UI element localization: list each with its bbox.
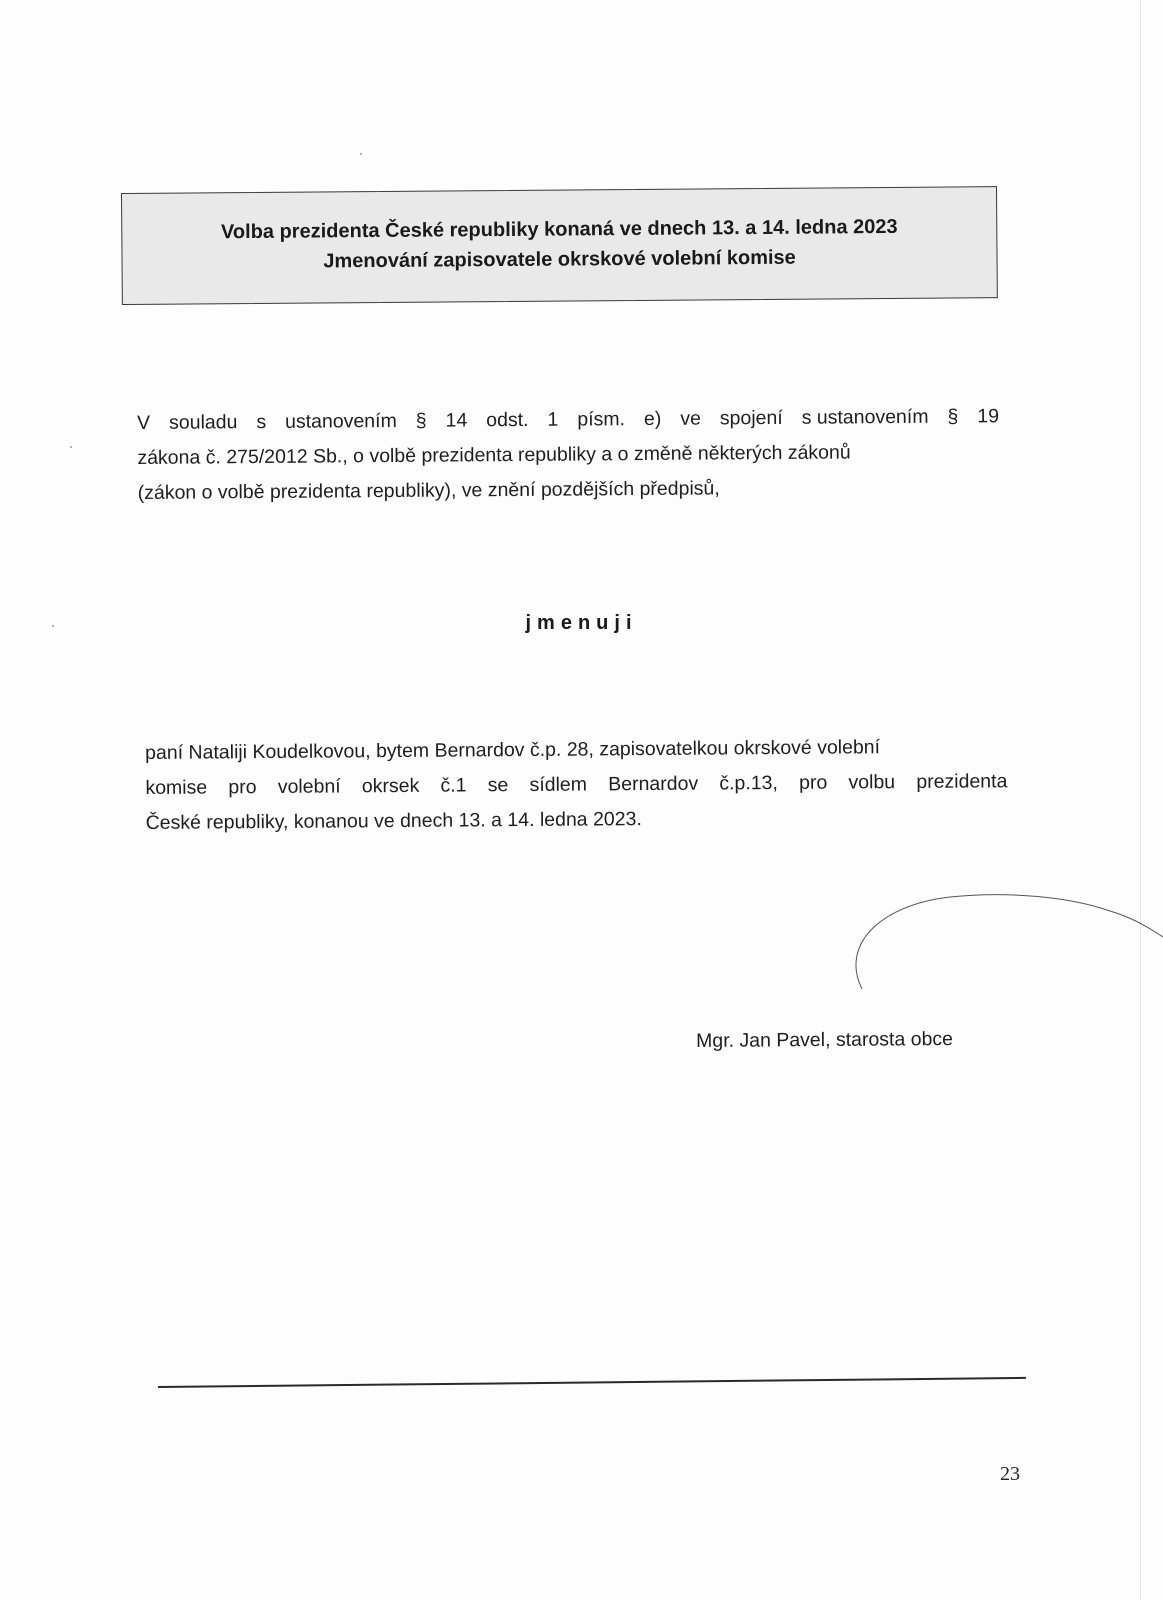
- appointment-word: se: [487, 774, 509, 797]
- appointment-word: prezidenta: [916, 770, 1008, 793]
- appointment-line-2: [145, 764, 1007, 806]
- appointment-word: komise: [145, 776, 208, 799]
- preamble-word: 19: [977, 405, 1000, 428]
- appointment-word: volební: [277, 775, 341, 798]
- appointment-word: pro: [799, 771, 828, 794]
- header-title: Volba prezidenta České republiky konaná ve dnech 13. a 14. ledna 2023: [220, 215, 898, 244]
- preamble-word: spojení: [719, 406, 783, 430]
- header-subtitle: Jmenování zapisovatele okrskové volební komise: [323, 246, 796, 273]
- preamble-word: odst.: [486, 408, 529, 432]
- preamble-line-3: (zákon o volbě prezidenta republiky), ve znění pozdějších předpisů,: [137, 477, 720, 504]
- appoint-heading: jmenuji: [525, 612, 638, 634]
- preamble-word: §: [947, 405, 959, 428]
- preamble-word: ve: [680, 407, 701, 430]
- page-number: 23: [1000, 1463, 1020, 1485]
- appointment-paragraph: [145, 729, 1008, 841]
- preamble-word: souladu: [169, 411, 238, 434]
- preamble-word: ustanovením: [285, 409, 397, 433]
- appointment-word: Bernardov: [608, 772, 699, 796]
- scan-speck: [52, 625, 54, 627]
- preamble-word: 14: [445, 409, 468, 432]
- preamble-word: písm.: [577, 408, 626, 431]
- preamble-word: V: [137, 411, 151, 434]
- appointment-line-3: České republiky, konanou ve dnech 13. a 14. ledna 2023.: [145, 808, 642, 834]
- footer-rule: [158, 1377, 1026, 1388]
- scan-speck: [360, 153, 362, 155]
- appointment-word: okrsek: [361, 774, 420, 798]
- preamble-line-2: zákona č. 275/2012 Sb., o volbě prezidenta republiky a o změně některých zákonů: [137, 441, 851, 469]
- header-box: [121, 186, 998, 305]
- appointment-word: č.p.13,: [719, 772, 778, 795]
- preamble-word: s: [256, 410, 267, 434]
- preamble-line-1: [137, 399, 999, 441]
- scan-edge-line: [1140, 0, 1141, 1600]
- preamble-word: §: [415, 409, 427, 432]
- appointment-word: č.1: [440, 774, 467, 797]
- appointment-line-1: paní Nataliji Koudelkovou, bytem Bernardov č.p. 28, zapisovatelkou okrskové volební: [145, 736, 881, 764]
- signature-stroke: [840, 885, 1163, 1005]
- preamble-paragraph: [137, 399, 1000, 511]
- signatory-name: Mgr. Jan Pavel, starosta obce: [696, 1027, 954, 1052]
- preamble-word: s ustanovením: [801, 405, 929, 429]
- preamble-word: e): [643, 407, 662, 431]
- appointment-word: sídlem: [529, 773, 588, 796]
- appointment-word: volbu: [848, 771, 896, 794]
- scan-speck: [70, 446, 72, 448]
- preamble-word: 1: [547, 408, 559, 431]
- appointment-word: pro: [228, 776, 257, 799]
